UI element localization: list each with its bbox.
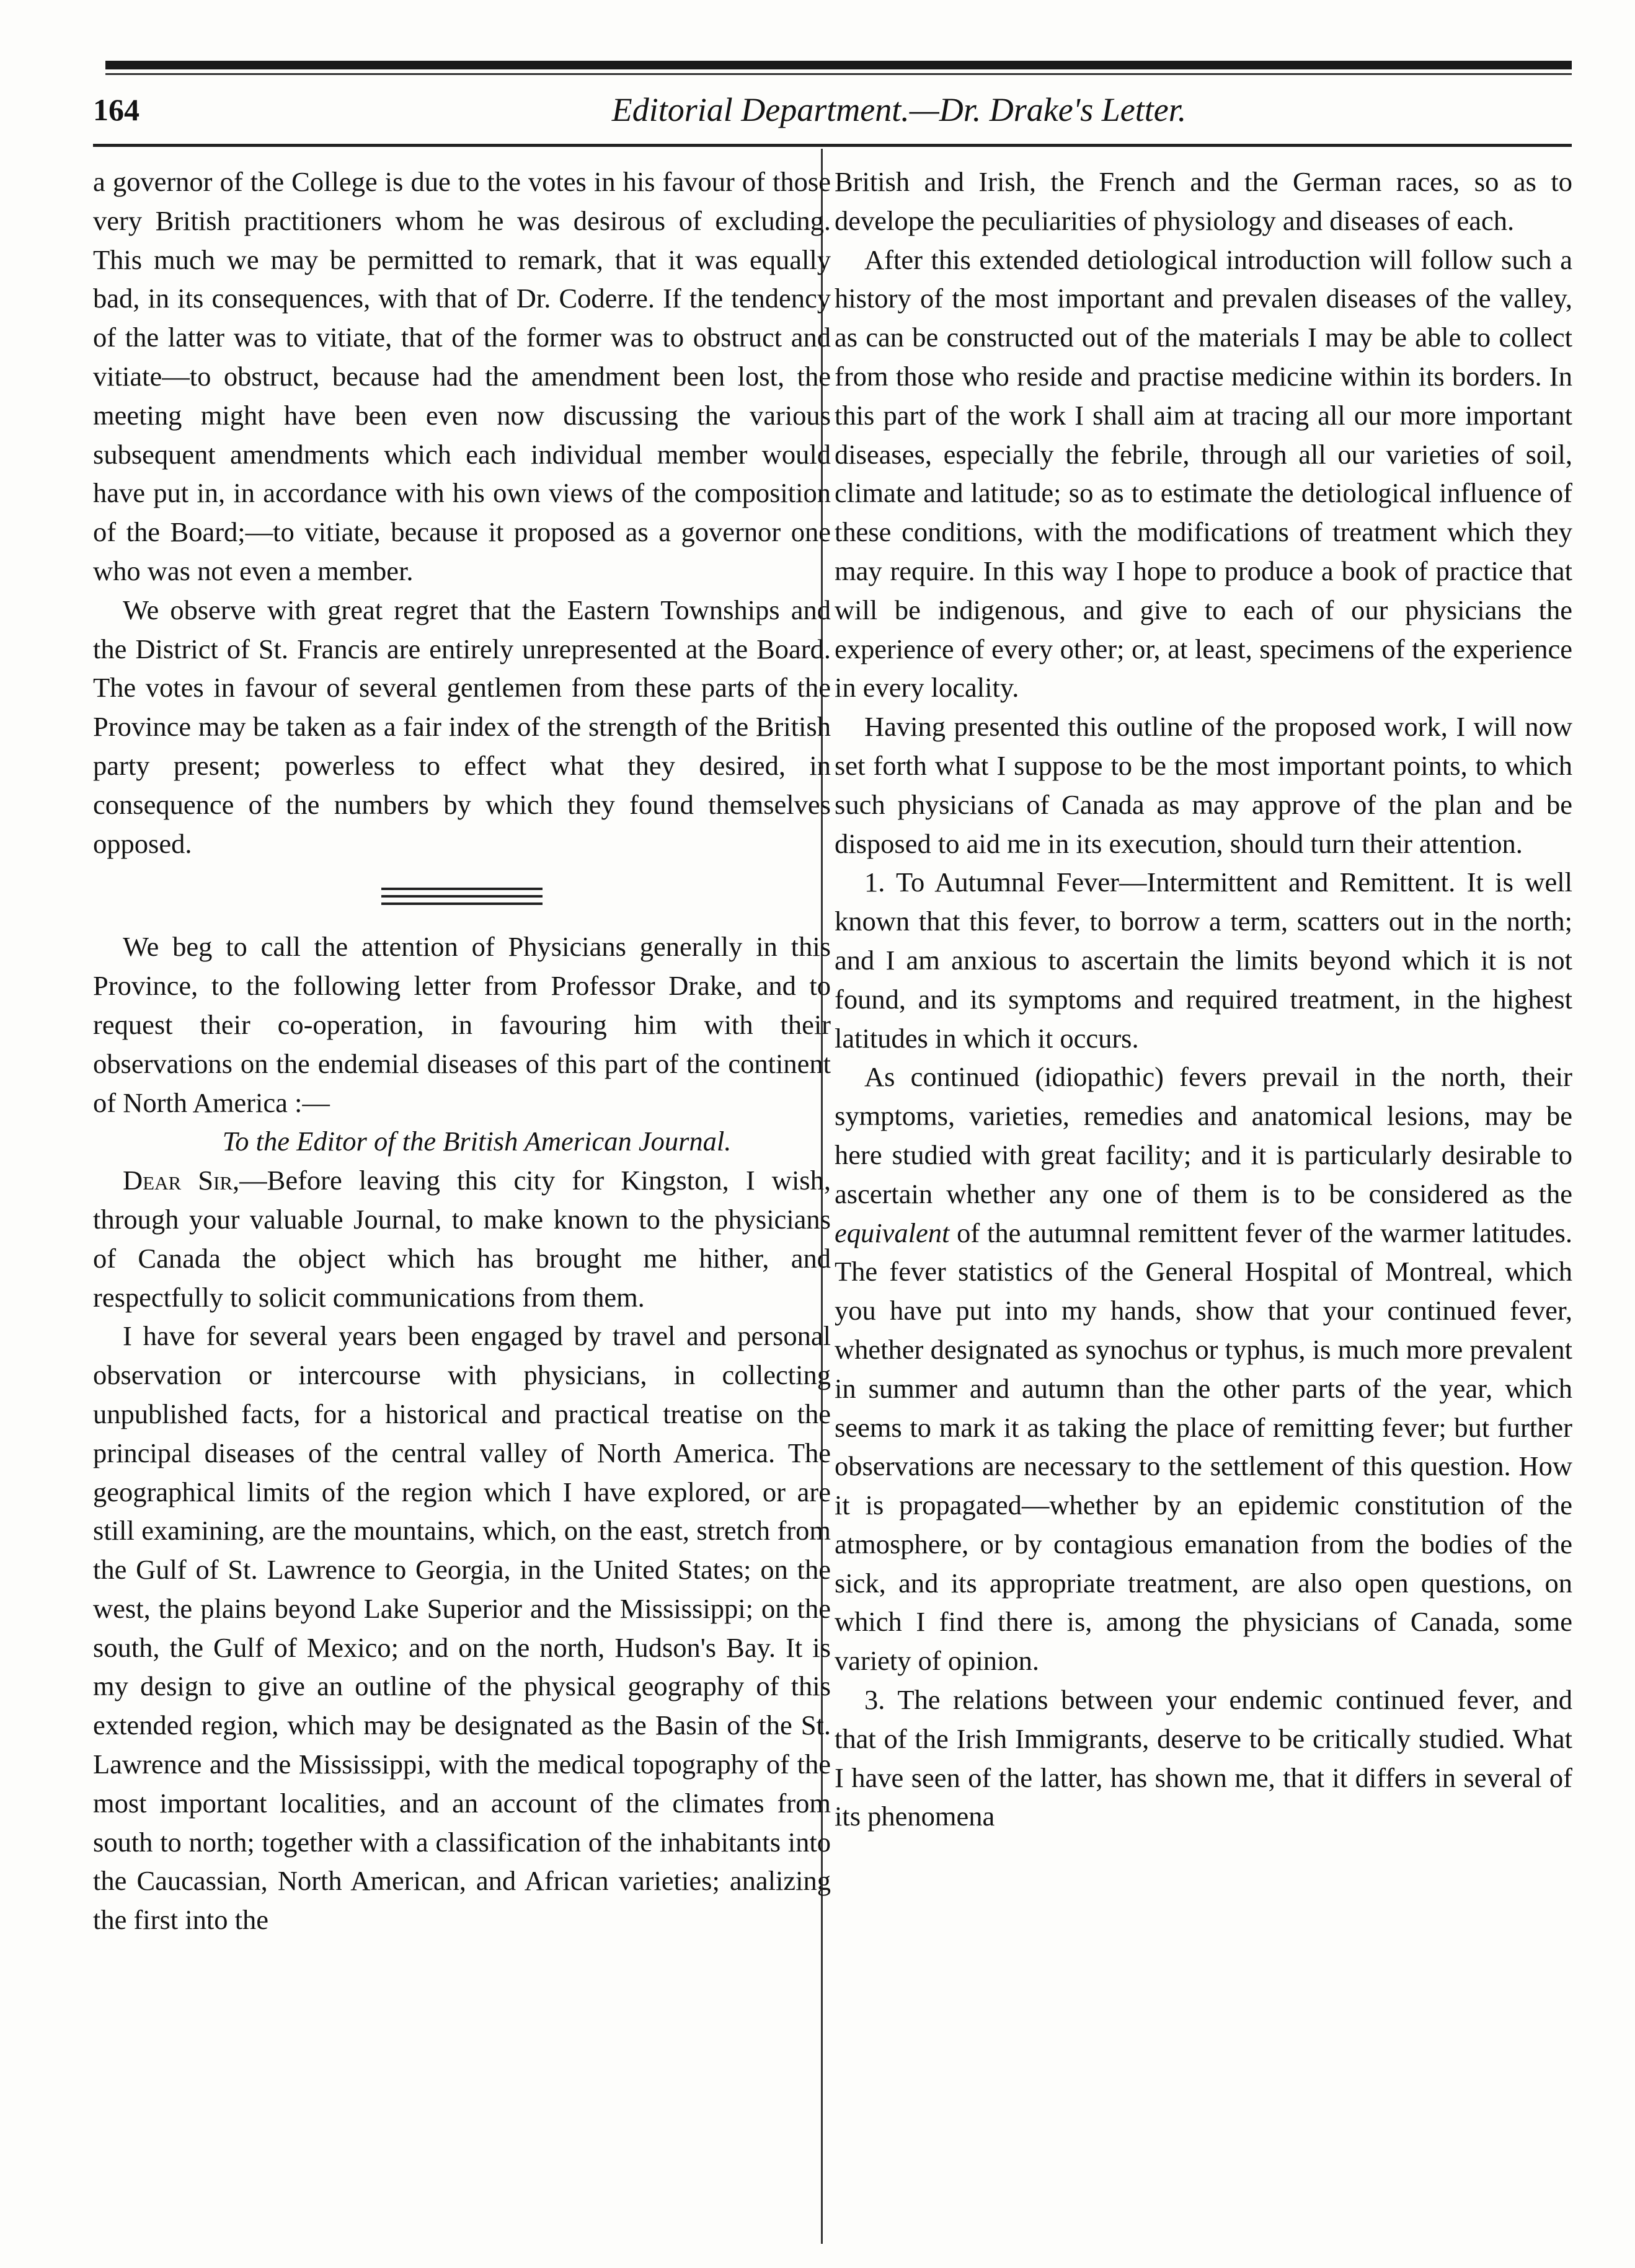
paragraph (93, 1161, 831, 1317)
paragraph: Having presented this outline of the proposed work, I will now set forth what I suppose to be the most important points, to which such physicians of Canada as may approve of the plan and be disposed to aid me in its execution, should turn their attention. (835, 711, 1572, 859)
header-rule (93, 144, 1572, 147)
paragraph: I have for several years been engaged by travel and personal observation or intercourse with physicians, in collecting unpublished facts, for a historical and practical treatise on the principal diseases of the central valley of North America. The geographical limits of the region which I have explored, or are still examining, are the mountains, which, on the east, stretch from the Gulf of St. Lawrence to Georgia, in the United States; on the west, the plains beyond Lake Superior and the Mississippi; on the south, the Gulf of Mexico; and on the north, Hudson's Bay. It is my design to give an outline of the physical geography of this extended region, which may be designated as the Basin of the St. Lawrence and the Mississippi, with the medical topography of the most important localities, and an account of the climates from south to north; together with a classification of the inhabitants into the Caucassian, North American, and African varieties; analizing the first into the (93, 1320, 831, 1936)
paragraph-text: —Before leaving this city for Kingston, I wish, through your valuable Journal, to make known to the physicians of Canada the object which has brought me hither, and respectfully to solicit communications from them. (93, 1165, 831, 1313)
top-rule (105, 61, 1572, 69)
top-rule-thin (105, 73, 1572, 75)
paragraph: a governor of the College is due to the votes in his favour of those very British practitioners whom he was desirous of excluding. This much we may be permitted to remark, that it was equally bad, in its consequences, with that of Dr. Coderre. If the tendency of the latter was to vitiate, that of the former was to obstruct and vitiate—to obstruct, because had the amendment been lost, the meeting might have been even now discussing the various subsequent amendments which each individual member would have put in, in accordance with his own views of the composition of the Board;—to vitiate, because it proposed as a governor one who was not even a member. (93, 166, 831, 586)
paragraph: 1. To Autumnal Fever—Intermittent and Remittent. It is well known that this fever, to borrow a term, scatters out in the north; and I am anxious to ascertain the limits beyond which it is not found, and its symptoms and required treatment, in the highest latitudes in which it occurs. (835, 867, 1572, 1054)
italic-term: equivalent (835, 1217, 950, 1248)
right-column (835, 162, 1572, 1836)
paragraph-text: As continued (idiopathic) fevers prevail in the north, their symptoms, varieties, remedies and anatomical lesions, may be here studied with great facility; and it is particularly desirable to ascertain whether any one of them is to be considered as the (835, 1061, 1572, 1209)
dear-sir-caps: Dear Sir, (123, 1165, 240, 1196)
paragraph-text: of the autumnal remittent fever of the warmer latitudes. The fever statistics of the General Hospital of Montreal, which you have put into my hands, show that your continued fever, whether designated as synochus or typhus, is much more prevalent in summer and autumn than the other parts of the year, which seems to mark it as taking the place of remitting fever; but further observations are necessary to the settlement of this question. How it is propagated—whether by an epidemic constitution of the atmosphere, or by contagious emanation from the bodies of the sick, and its appropriate treatment, are also open questions, on which I find there is, among the physicians of Canada, some variety of opinion. (835, 1217, 1572, 1677)
letter-salutation: To the Editor of the British American Journal. (222, 1126, 732, 1157)
page-number: 164 (93, 92, 140, 127)
paragraph: After this extended detiological introduction will follow such a history of the most important and prevalen diseases of the valley, as can be constructed out of the materials I may be able to collect from those who reside and practise medicine within its borders. In this part of the work I shall aim at tracing all our more important diseases, especially the febrile, through all our varieties of soil, climate and latitude; so as to estimate the detiological influence of these conditions, with the modifications of treatment which they may require. In this way I hope to produce a book of practice that will be indigenous, and give to each of our physicians the experience of every other; or, at least, specimens of the experience in every locality. (835, 244, 1572, 704)
paragraph: British and Irish, the French and the German races, so as to develope the peculiarities of physiology and diseases of each. (835, 166, 1572, 236)
left-column (93, 162, 831, 1939)
running-title: Editorial Department.—Dr. Drake's Letter. (611, 91, 1187, 128)
section-separator (381, 888, 543, 905)
paragraph: We beg to call the attention of Physicians generally in this Province, to the following letter from Professor Drake, and to request their co-operation, in favouring him with their observations on the endemial diseases of this part of the continent of North America :— (93, 931, 831, 1118)
paragraph: 3. The relations between your endemic continued fever, and that of the Irish Immigrants, deserve to be critically studied. What I have seen of the latter, has shown me, that it differs in several of its phenomena (835, 1684, 1572, 1832)
paragraph: We observe with great regret that the Eastern Townships and the District of St. Francis are entirely unrepresented at the Board. The votes in favour of several gentlemen from these parts of the Province may be taken as a fair index of the strength of the British party present; powerless to effect what they desired, in consequence of the numbers by which they found themselves opposed. (93, 594, 831, 859)
paragraph (835, 1057, 1572, 1680)
